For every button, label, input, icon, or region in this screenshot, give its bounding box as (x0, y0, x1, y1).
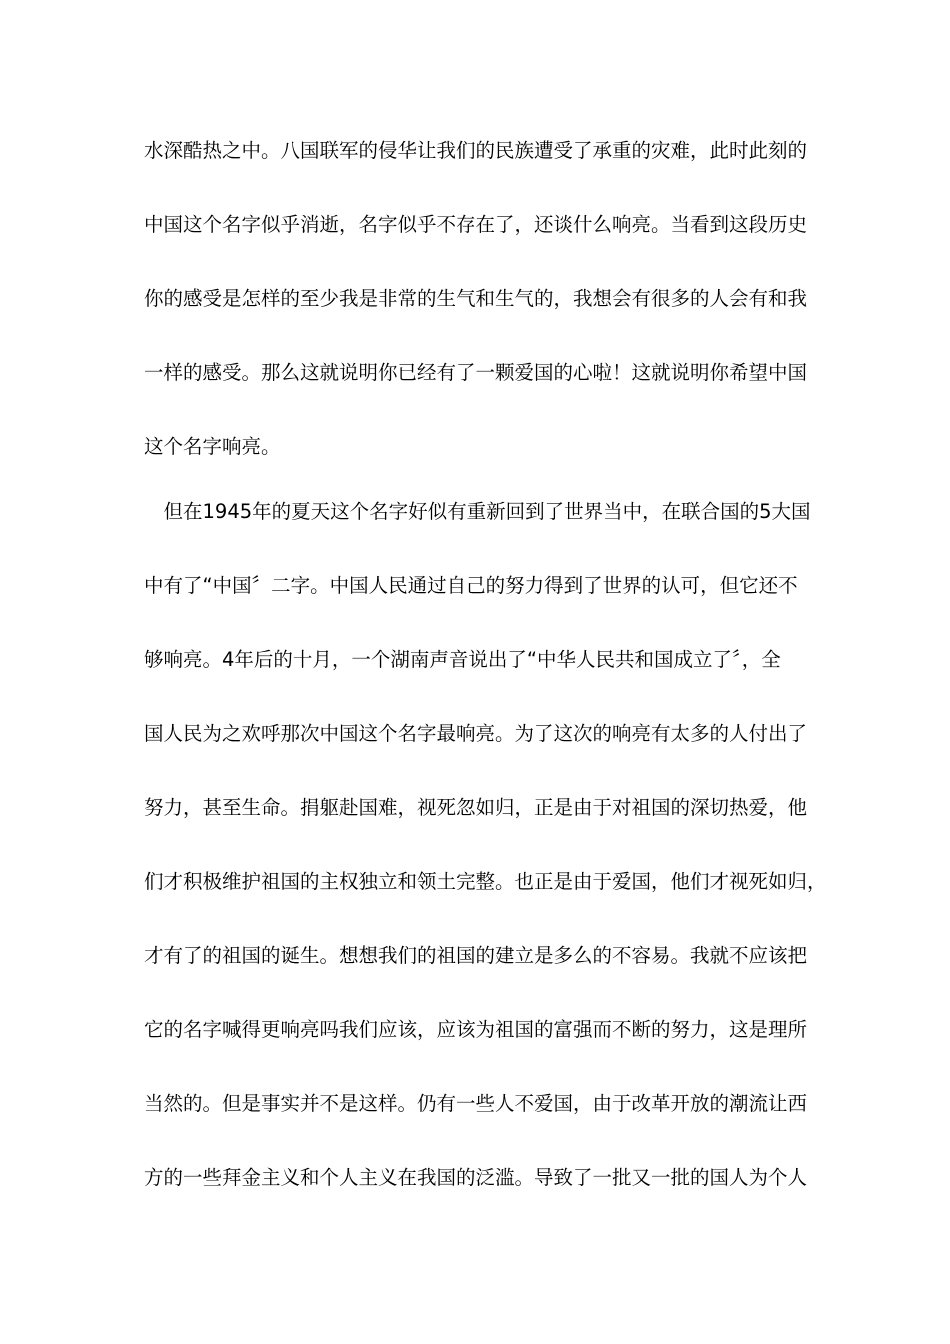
text-line: 中有了“中国〞二字。中国人民通过自己的努力得到了世界的认可，但它还不 (144, 574, 798, 597)
text-line: 你的感受是怎样的至少我是非常的生气和生气的，我想会有很多的人会有和我 (144, 287, 808, 310)
text-line: 才有了的祖国的诞生。想想我们的祖国的建立是多么的不容易。我就不应该把 (144, 944, 808, 967)
text-line: 当然的。但是事实并不是这样。仍有一些人不爱国，由于改革开放的潮流让西 (144, 1092, 808, 1115)
text-line: 国人民为之欢呼那次中国这个名字最响亮。为了这次的响亮有太多的人付出了 (144, 722, 808, 745)
text-line: 们才积极维护祖国的主权独立和领土完整。也正是由于爱国，他们才视死如归， (144, 870, 827, 893)
text-line: 中国这个名字似乎消逝，名字似乎不存在了，还谈什么响亮。当看到这段历史 (144, 213, 808, 236)
text-line: 够响亮。4年后的十月，一个湖南声音说出了“中华人民共和国成立了〞，全 (144, 648, 781, 671)
text-line: 一样的感受。那么这就说明你已经有了一颗爱国的心啦！这就说明你希望中国 (144, 361, 808, 384)
text-line: 方的一些拜金主义和个人主义在我国的泛滥。导致了一批又一批的国人为个人 (144, 1166, 808, 1189)
text-line: 水深酷热之中。八国联军的侵华让我们的民族遭受了承重的灾难，此时此刻的 (144, 139, 808, 162)
text-line: 这个名字响亮。 (144, 435, 281, 458)
text-line: 努力，甚至生命。捐躯赴国难，视死忽如归，正是由于对祖国的深切热爱，他 (144, 796, 808, 819)
paragraph-start-line: 但在1945年的夏天这个名字好似有重新回到了世界当中，在联合国的5大国 (144, 500, 811, 523)
text-line: 它的名字喊得更响亮吗我们应该，应该为祖国的富强而不断的努力，这是理所 (144, 1018, 808, 1041)
